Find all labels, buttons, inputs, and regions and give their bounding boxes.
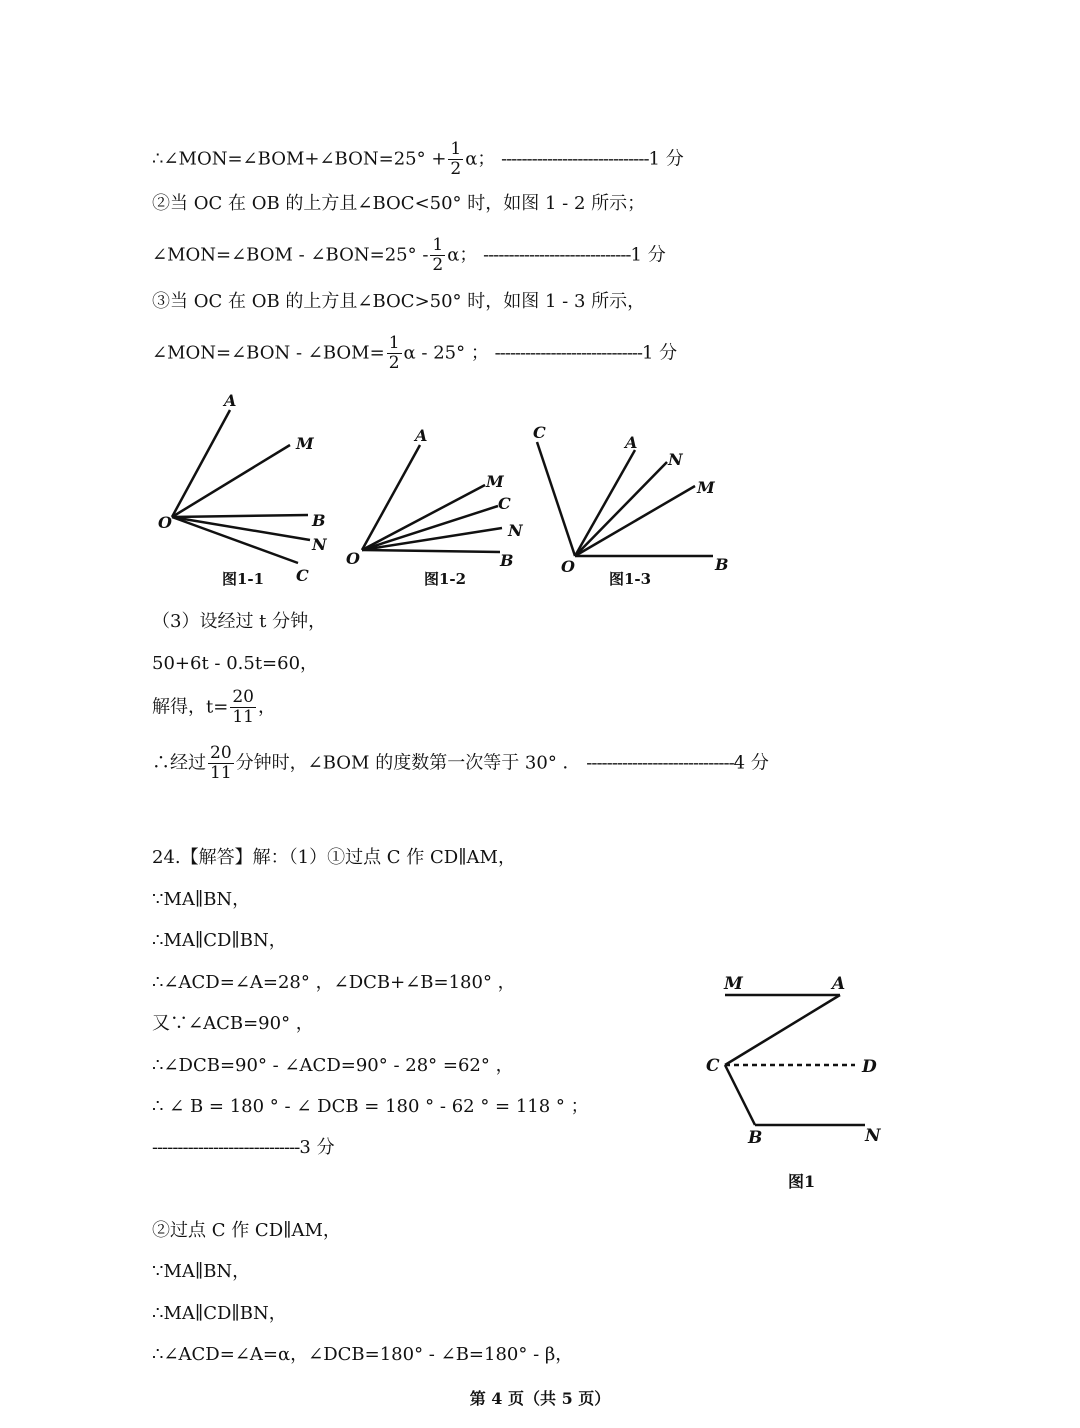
point-label: B: [715, 555, 729, 574]
solution-line-7: 50+6t - 0.5t=60，: [152, 653, 319, 674]
line-text: ∴∠MON=∠BOM+∠BON=25° +: [152, 148, 447, 170]
score-label: 1 分: [630, 244, 666, 266]
solution-line-9: ∴经过 $\frac{20}{11}$ 分钟时，∠BOM 的度数第一次等于 30° ． -----------------------------4 分: [152, 743, 769, 783]
solution-line-19: ∵MA∥BN，: [152, 1261, 251, 1282]
point-label: A: [625, 433, 638, 452]
point-label: O: [158, 513, 172, 532]
fraction: $\frac{1}{2}$: [432, 235, 444, 275]
point-label: B: [748, 1128, 763, 1148]
point-label: C: [498, 494, 511, 513]
point-label: M: [697, 478, 715, 497]
ray-om: [575, 486, 695, 556]
point-label: M: [296, 434, 314, 453]
score-label: 4 分: [733, 752, 769, 774]
point-label: A: [415, 426, 428, 445]
score-dash-leader: -----------------------------: [586, 752, 734, 774]
solution-line-17: [152, 1136, 335, 1160]
score-dash-leader: -----------------------------: [501, 148, 649, 170]
point-label: N: [865, 1126, 881, 1146]
solution-line-14: 又∵∠ACB=90° ，: [152, 1013, 314, 1034]
solution-line-10: 24.【解答】解：（1）①过点 C 作 CD∥AM，: [152, 847, 516, 868]
solution-line-13: ∴∠ACD=∠A=28° ，∠DCB+∠B=180° ，: [152, 972, 516, 993]
solution-line-1: ∴∠MON=∠BOM+∠BON=25° + $\frac{1}{2}$ α； -----------------------------1 分: [152, 139, 684, 179]
ray-om: [172, 445, 290, 517]
point-label: B: [500, 551, 514, 570]
figure-caption: 图1-2: [424, 570, 467, 588]
point-label: M: [724, 974, 743, 994]
point-label: A: [832, 974, 846, 994]
segment-ac: [725, 995, 840, 1065]
ray-oc: [537, 442, 575, 556]
score-dash-leader: -----------------------------: [483, 244, 631, 266]
ray-ob: [362, 550, 500, 552]
score-dash-leader: -----------------------------: [152, 1137, 300, 1158]
score-dash-leader: -----------------------------: [494, 342, 642, 364]
solution-line-18: ②过点 C 作 CD∥AM，: [152, 1220, 341, 1241]
figure-1-2: [340, 420, 540, 595]
fraction: $\frac{20}{11}$: [210, 743, 232, 783]
point-label: B: [312, 511, 326, 530]
point-label: O: [346, 549, 360, 568]
score-label: 1 分: [641, 342, 678, 364]
solution-line-20: ∴MA∥CD∥BN，: [152, 1303, 287, 1324]
point-label: M: [486, 472, 504, 491]
figure-caption: 图1: [788, 1172, 816, 1191]
solution-line-5: ∠MON=∠BON - ∠BOM= $\frac{1}{2}$ α - 25° ； -----------------------------1 分: [152, 333, 678, 373]
solution-line-4: ③当 OC 在 OB 的上方且∠BOC>50° 时，如图 1 - 3 所示，: [152, 291, 646, 312]
figure-caption: 图1-1: [222, 570, 265, 588]
point-label: C: [706, 1056, 720, 1076]
fraction: $\frac{1}{2}$: [450, 139, 462, 179]
ray-oc: [172, 517, 298, 563]
solution-line-15: ∴∠DCB=90° - ∠ACD=90° - 28° =62° ，: [152, 1055, 514, 1076]
solution-line-6: （3）设经过 t 分钟，: [152, 611, 327, 632]
solution-line-3: ∠MON=∠BOM - ∠BON=25° - $\frac{1}{2}$ α； -----------------------------1 分: [152, 235, 666, 275]
page-footer: 第 4 页（共 5 页）: [469, 1389, 611, 1408]
figure-24-1: [700, 965, 900, 1195]
point-label: C: [533, 423, 546, 442]
point-label: C: [296, 566, 309, 585]
fraction: $\frac{1}{2}$: [388, 333, 400, 373]
ray-oa: [172, 410, 230, 517]
point-label: O: [561, 557, 575, 576]
point-label: N: [668, 450, 683, 469]
solution-line-8: 解得，t= $\frac{20}{11}$ ，: [152, 687, 276, 727]
figure-1-1: [140, 385, 340, 595]
figure-caption: 图1-3: [609, 570, 652, 588]
point-label: N: [312, 535, 327, 554]
solution-line-12: ∴MA∥CD∥BN，: [152, 930, 287, 951]
solution-line-16: ∴ ∠ B = 180 ° - ∠ DCB = 180 ° - 62 ° = 118 ° ；: [152, 1096, 589, 1117]
ray-ob: [172, 515, 308, 517]
solution-line-21: ∴∠ACD=∠A=α，∠DCB=180° - ∠B=180° - β，: [152, 1344, 574, 1365]
fraction: $\frac{20}{11}$: [232, 687, 254, 727]
point-label: D: [862, 1057, 877, 1077]
point-label: N: [508, 521, 523, 540]
solution-line-11: ∵MA∥BN，: [152, 889, 251, 910]
solution-line-2: ②当 OC 在 OB 的上方且∠BOC<50° 时，如图 1 - 2 所示；: [152, 193, 646, 214]
figure-1-3: [525, 418, 740, 595]
ray-on: [172, 517, 310, 540]
score-label: 3 分: [299, 1137, 335, 1158]
point-label: A: [224, 391, 237, 410]
score-label: 1 分: [648, 148, 684, 170]
segment-cb: [725, 1065, 755, 1125]
